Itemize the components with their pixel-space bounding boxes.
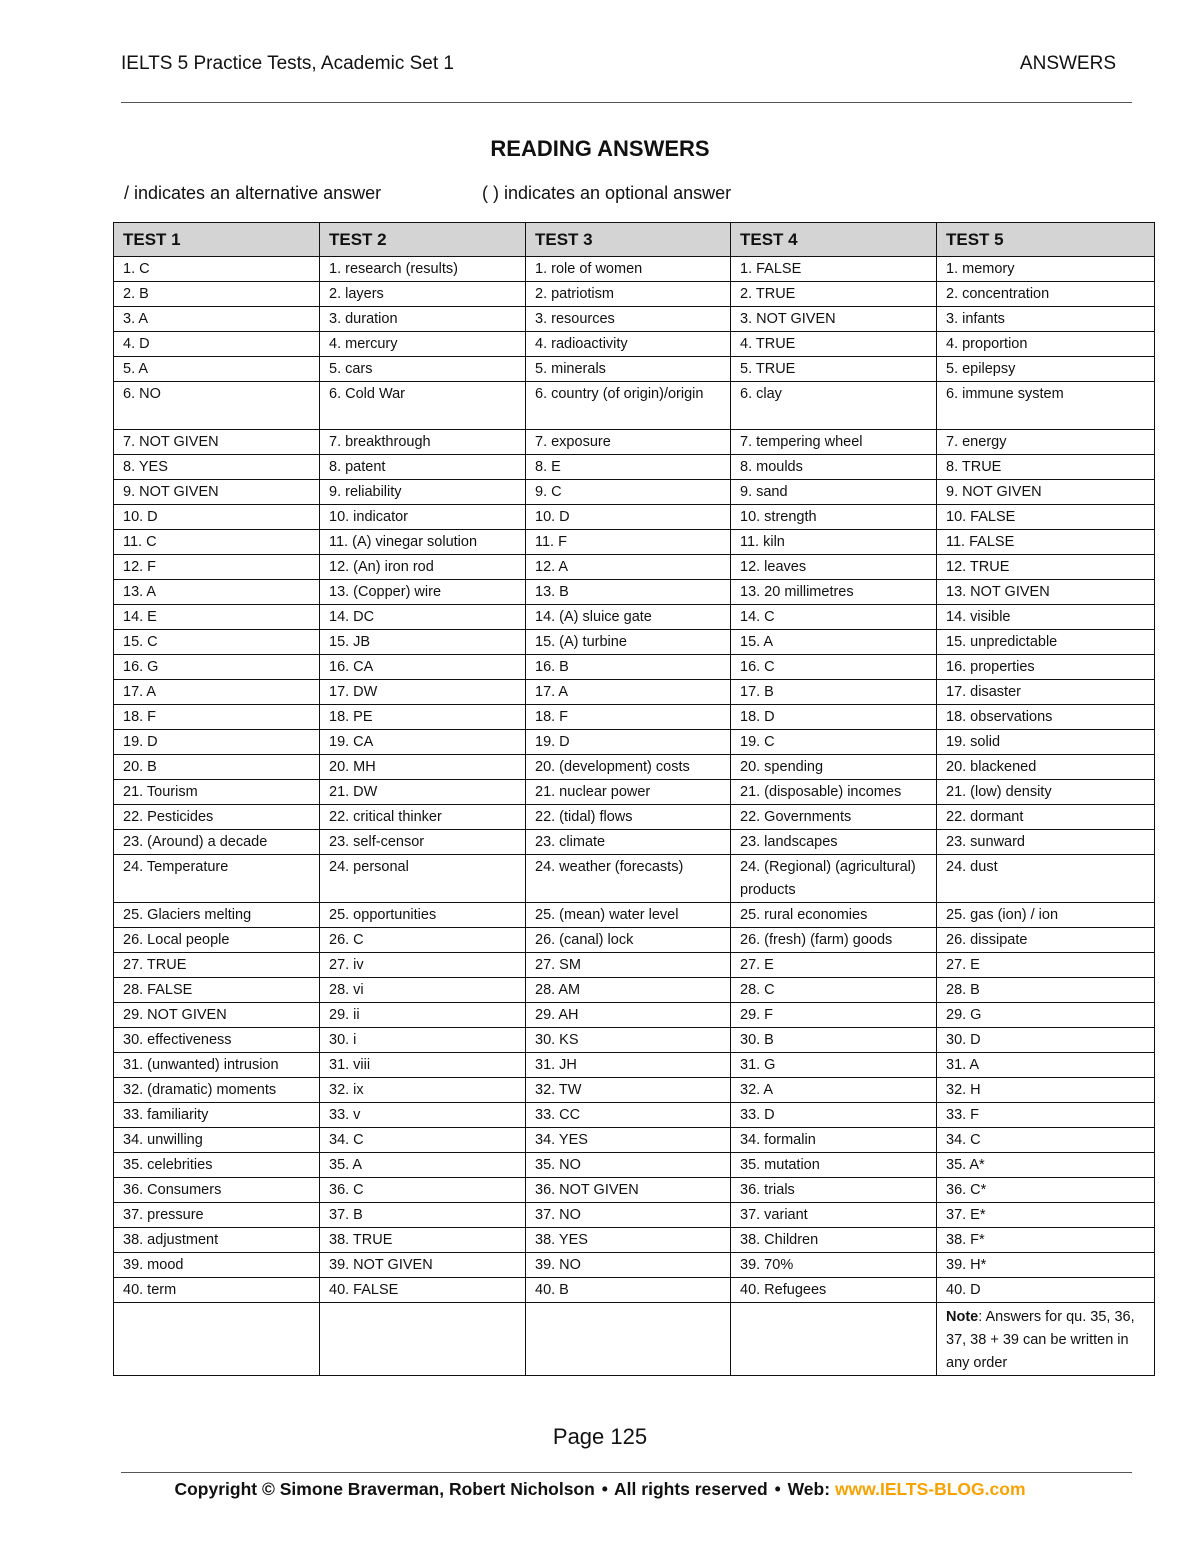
- answer-cell: 13. B: [526, 580, 731, 605]
- answer-cell: 5. cars: [320, 357, 526, 382]
- answer-cell: 20. MH: [320, 755, 526, 780]
- answer-cell: 32. A: [731, 1078, 937, 1103]
- answer-cell: 25. Glaciers melting: [114, 903, 320, 928]
- answer-cell: 34. C: [937, 1128, 1155, 1153]
- answer-cell: 39. mood: [114, 1253, 320, 1278]
- answer-cell: 22. critical thinker: [320, 805, 526, 830]
- column-header: TEST 2: [320, 223, 526, 257]
- answer-cell: 16. B: [526, 655, 731, 680]
- answer-cell: 17. B: [731, 680, 937, 705]
- answer-cell: 17. DW: [320, 680, 526, 705]
- answer-cell: 27. E: [937, 953, 1155, 978]
- answer-cell: 34. unwilling: [114, 1128, 320, 1153]
- table-row: [114, 780, 1155, 805]
- answer-cell: 5. minerals: [526, 357, 731, 382]
- answer-cell: 8. YES: [114, 455, 320, 480]
- note-text: : Answers for qu. 35, 36, 37, 38 + 39 can be written in any order: [946, 1309, 1135, 1371]
- answer-cell: 19. CA: [320, 730, 526, 755]
- answer-cell: 13. 20 millimetres: [731, 580, 937, 605]
- table-row: [114, 1203, 1155, 1228]
- answer-cell: 2. layers: [320, 282, 526, 307]
- answer-cell: 37. NO: [526, 1203, 731, 1228]
- answer-cell: 5. A: [114, 357, 320, 382]
- answer-cell: 37. B: [320, 1203, 526, 1228]
- table-row: [114, 480, 1155, 505]
- answer-cell: 1. FALSE: [731, 257, 937, 282]
- answer-cell: 36. Consumers: [114, 1178, 320, 1203]
- answer-cell: 8. TRUE: [937, 455, 1155, 480]
- answer-cell: 10. indicator: [320, 505, 526, 530]
- answer-cell: 21. DW: [320, 780, 526, 805]
- note-cell: [937, 1303, 1155, 1376]
- answer-cell: 32. (dramatic) moments: [114, 1078, 320, 1103]
- web-label: Web:: [787, 1479, 831, 1499]
- answer-cell: 26. C: [320, 928, 526, 953]
- table-row: [114, 1078, 1155, 1103]
- answer-cell: 27. SM: [526, 953, 731, 978]
- answer-cell: 39. NO: [526, 1253, 731, 1278]
- answer-cell: 40. term: [114, 1278, 320, 1303]
- empty-cell: [526, 1303, 731, 1376]
- column-header: TEST 4: [731, 223, 937, 257]
- answer-cell: 24. (Regional) (agricultural) products: [731, 855, 937, 903]
- answer-cell: 19. D: [526, 730, 731, 755]
- answer-cell: 12. F: [114, 555, 320, 580]
- answer-cell: 4. mercury: [320, 332, 526, 357]
- answer-cell: 26. dissipate: [937, 928, 1155, 953]
- answer-cell: 37. E*: [937, 1203, 1155, 1228]
- answer-cell: 1. role of women: [526, 257, 731, 282]
- answer-cell: 8. moulds: [731, 455, 937, 480]
- answer-cell: 12. A: [526, 555, 731, 580]
- answer-cell: 36. trials: [731, 1178, 937, 1203]
- answer-cell: 4. TRUE: [731, 332, 937, 357]
- answer-cell: 26. Local people: [114, 928, 320, 953]
- answer-cell: 18. observations: [937, 705, 1155, 730]
- answer-cell: 33. familiarity: [114, 1103, 320, 1128]
- answer-cell: 30. B: [731, 1028, 937, 1053]
- answer-cell: 2. patriotism: [526, 282, 731, 307]
- answers-table: [113, 222, 1155, 1376]
- table-row: [114, 307, 1155, 332]
- answer-cell: 16. G: [114, 655, 320, 680]
- rights-text: All rights reserved: [614, 1479, 768, 1499]
- answer-cell: 19. solid: [937, 730, 1155, 755]
- answer-cell: 11. kiln: [731, 530, 937, 555]
- answer-cell: 38. TRUE: [320, 1228, 526, 1253]
- copyright-text: Copyright © Simone Braverman, Robert Nicholson: [174, 1479, 595, 1499]
- answer-cell: 25. (mean) water level: [526, 903, 731, 928]
- answer-cell: 17. disaster: [937, 680, 1155, 705]
- empty-cell: [114, 1303, 320, 1376]
- answer-cell: 2. B: [114, 282, 320, 307]
- answer-cell: 38. YES: [526, 1228, 731, 1253]
- answer-cell: 34. C: [320, 1128, 526, 1153]
- answer-cell: 22. dormant: [937, 805, 1155, 830]
- answer-cell: 10. strength: [731, 505, 937, 530]
- table-row: [114, 705, 1155, 730]
- answer-cell: 13. NOT GIVEN: [937, 580, 1155, 605]
- table-row: [114, 1128, 1155, 1153]
- answer-cell: 14. C: [731, 605, 937, 630]
- answer-cell: 14. (A) sluice gate: [526, 605, 731, 630]
- legend-optional: ( ) indicates an optional answer: [482, 183, 732, 203]
- answer-cell: 28. B: [937, 978, 1155, 1003]
- answer-cell: 15. JB: [320, 630, 526, 655]
- table-row: [114, 1103, 1155, 1128]
- answer-cell: 29. NOT GIVEN: [114, 1003, 320, 1028]
- column-header: TEST 3: [526, 223, 731, 257]
- answer-cell: 23. (Around) a decade: [114, 830, 320, 855]
- table-row: [114, 1228, 1155, 1253]
- answer-cell: 25. gas (ion) / ion: [937, 903, 1155, 928]
- answer-cell: 9. NOT GIVEN: [114, 480, 320, 505]
- answer-cell: 9. sand: [731, 480, 937, 505]
- answer-cell: 29. G: [937, 1003, 1155, 1028]
- answer-cell: 16. C: [731, 655, 937, 680]
- table-row: [114, 730, 1155, 755]
- answer-cell: 1. memory: [937, 257, 1155, 282]
- page-header: [121, 50, 1116, 78]
- answer-cell: 8. patent: [320, 455, 526, 480]
- answer-cell: 38. Children: [731, 1228, 937, 1253]
- answer-cell: 23. landscapes: [731, 830, 937, 855]
- answer-cell: 40. FALSE: [320, 1278, 526, 1303]
- answer-cell: 27. iv: [320, 953, 526, 978]
- answer-cell: 2. concentration: [937, 282, 1155, 307]
- answer-cell: 21. nuclear power: [526, 780, 731, 805]
- answer-cell: 28. AM: [526, 978, 731, 1003]
- answer-cell: 32. ix: [320, 1078, 526, 1103]
- answer-cell: 13. A: [114, 580, 320, 605]
- table-row: [114, 755, 1155, 780]
- answer-cell: 21. (low) density: [937, 780, 1155, 805]
- table-row: [114, 430, 1155, 455]
- answer-cell: 23. sunward: [937, 830, 1155, 855]
- answer-cell: 27. E: [731, 953, 937, 978]
- table-row: [114, 1028, 1155, 1053]
- answer-cell: 17. A: [114, 680, 320, 705]
- table-row: [114, 805, 1155, 830]
- answer-cell: 3. resources: [526, 307, 731, 332]
- answer-cell: 12. (An) iron rod: [320, 555, 526, 580]
- table-row: [114, 382, 1155, 430]
- answer-cell: 19. D: [114, 730, 320, 755]
- answer-cell: 22. (tidal) flows: [526, 805, 731, 830]
- answer-cell: 14. visible: [937, 605, 1155, 630]
- answer-cell: 18. PE: [320, 705, 526, 730]
- table-row: [114, 530, 1155, 555]
- table-row: [114, 680, 1155, 705]
- table-row: [114, 1003, 1155, 1028]
- answer-cell: 33. F: [937, 1103, 1155, 1128]
- answer-cell: 9. C: [526, 480, 731, 505]
- answer-cell: 40. D: [937, 1278, 1155, 1303]
- answer-cell: 15. A: [731, 630, 937, 655]
- answer-cell: 35. A*: [937, 1153, 1155, 1178]
- answer-cell: 35. NO: [526, 1153, 731, 1178]
- answer-cell: 21. (disposable) incomes: [731, 780, 937, 805]
- answer-cell: 21. Tourism: [114, 780, 320, 805]
- table-row: [114, 1278, 1155, 1303]
- answer-cell: 6. NO: [114, 382, 320, 430]
- answer-cell: 6. country (of origin)/origin: [526, 382, 731, 430]
- answer-cell: 35. celebrities: [114, 1153, 320, 1178]
- answer-cell: 9. reliability: [320, 480, 526, 505]
- table-row: [114, 953, 1155, 978]
- column-header: TEST 1: [114, 223, 320, 257]
- answer-cell: 31. viii: [320, 1053, 526, 1078]
- table-row: [114, 928, 1155, 953]
- answer-cell: 29. AH: [526, 1003, 731, 1028]
- answer-cell: 17. A: [526, 680, 731, 705]
- answer-cell: 24. Temperature: [114, 855, 320, 903]
- answer-cell: 29. ii: [320, 1003, 526, 1028]
- header-divider: [121, 102, 1132, 103]
- answer-cell: 40. B: [526, 1278, 731, 1303]
- answer-cell: 30. KS: [526, 1028, 731, 1053]
- answer-cell: 39. 70%: [731, 1253, 937, 1278]
- note-label: Note: [946, 1309, 979, 1325]
- answer-cell: 10. D: [114, 505, 320, 530]
- answer-cell: 25. rural economies: [731, 903, 937, 928]
- answer-cell: 1. research (results): [320, 257, 526, 282]
- answer-cell: 29. F: [731, 1003, 937, 1028]
- table-row: [114, 257, 1155, 282]
- answer-cell: 32. H: [937, 1078, 1155, 1103]
- answer-cell: 30. i: [320, 1028, 526, 1053]
- answer-cell: 18. F: [526, 705, 731, 730]
- answer-cell: 34. YES: [526, 1128, 731, 1153]
- table-row: [114, 605, 1155, 630]
- answer-cell: 5. epilepsy: [937, 357, 1155, 382]
- table-row: [114, 903, 1155, 928]
- table-row: [114, 855, 1155, 903]
- answer-cell: 22. Pesticides: [114, 805, 320, 830]
- answer-cell: 7. breakthrough: [320, 430, 526, 455]
- answer-cell: 20. spending: [731, 755, 937, 780]
- answer-cell: 7. NOT GIVEN: [114, 430, 320, 455]
- answer-cell: 35. A: [320, 1153, 526, 1178]
- table-row: [114, 555, 1155, 580]
- answer-cell: 19. C: [731, 730, 937, 755]
- legend-alternative: / indicates an alternative answer: [124, 183, 382, 203]
- answer-cell: 11. C: [114, 530, 320, 555]
- table-row: [114, 505, 1155, 530]
- answer-cell: 15. C: [114, 630, 320, 655]
- answer-cell: 31. G: [731, 1053, 937, 1078]
- answer-cell: 30. D: [937, 1028, 1155, 1053]
- column-header: TEST 5: [937, 223, 1155, 257]
- answer-cell: 28. C: [731, 978, 937, 1003]
- answer-cell: 33. CC: [526, 1103, 731, 1128]
- table-row: [114, 630, 1155, 655]
- table-row: [114, 1253, 1155, 1278]
- answer-cell: 3. NOT GIVEN: [731, 307, 937, 332]
- answer-cell: 4. D: [114, 332, 320, 357]
- answer-cell: 18. D: [731, 705, 937, 730]
- answer-cell: 11. (A) vinegar solution: [320, 530, 526, 555]
- answer-cell: 26. (canal) lock: [526, 928, 731, 953]
- page-footer: [0, 1479, 1200, 1500]
- answer-cell: 39. NOT GIVEN: [320, 1253, 526, 1278]
- table-body: [114, 257, 1155, 1376]
- answer-cell: 9. NOT GIVEN: [937, 480, 1155, 505]
- answer-cell: 36. C: [320, 1178, 526, 1203]
- page-title: READING ANSWERS: [490, 136, 710, 161]
- answer-cell: 28. vi: [320, 978, 526, 1003]
- answer-cell: 15. (A) turbine: [526, 630, 731, 655]
- answer-cell: 38. F*: [937, 1228, 1155, 1253]
- table-row: [114, 357, 1155, 382]
- answer-cell: 38. adjustment: [114, 1228, 320, 1253]
- answer-cell: 35. mutation: [731, 1153, 937, 1178]
- note-row: [114, 1303, 1155, 1376]
- answer-cell: 24. personal: [320, 855, 526, 903]
- answer-cell: 31. (unwanted) intrusion: [114, 1053, 320, 1078]
- answer-cell: 24. weather (forecasts): [526, 855, 731, 903]
- answer-cell: 33. D: [731, 1103, 937, 1128]
- table-row: [114, 830, 1155, 855]
- answer-cell: 3. A: [114, 307, 320, 332]
- page-number: Page 125: [552, 1424, 648, 1449]
- answer-cell: 31. A: [937, 1053, 1155, 1078]
- answer-cell: 1. C: [114, 257, 320, 282]
- table-row: [114, 655, 1155, 680]
- answer-cell: 20. blackened: [937, 755, 1155, 780]
- answer-cell: 3. infants: [937, 307, 1155, 332]
- answer-cell: 36. NOT GIVEN: [526, 1178, 731, 1203]
- answer-cell: 20. (development) costs: [526, 755, 731, 780]
- answer-cell: 12. leaves: [731, 555, 937, 580]
- answer-cell: 28. FALSE: [114, 978, 320, 1003]
- answer-cell: 7. tempering wheel: [731, 430, 937, 455]
- table-row: [114, 455, 1155, 480]
- answer-cell: 7. exposure: [526, 430, 731, 455]
- answer-cell: 12. TRUE: [937, 555, 1155, 580]
- answer-cell: 16. properties: [937, 655, 1155, 680]
- answer-cell: 39. H*: [937, 1253, 1155, 1278]
- answer-cell: 37. variant: [731, 1203, 937, 1228]
- empty-cell: [731, 1303, 937, 1376]
- answer-cell: 6. immune system: [937, 382, 1155, 430]
- answer-cell: 31. JH: [526, 1053, 731, 1078]
- answer-cell: 11. FALSE: [937, 530, 1155, 555]
- table-row: [114, 282, 1155, 307]
- footer-separator: •: [601, 1479, 608, 1499]
- answer-cell: 11. F: [526, 530, 731, 555]
- answer-cell: 3. duration: [320, 307, 526, 332]
- table-row: [114, 332, 1155, 357]
- empty-cell: [320, 1303, 526, 1376]
- answer-cell: 27. TRUE: [114, 953, 320, 978]
- section-label: ANSWERS: [1019, 53, 1116, 74]
- answer-cell: 23. self-censor: [320, 830, 526, 855]
- table-header-row: [114, 223, 1155, 257]
- answer-cell: 4. proportion: [937, 332, 1155, 357]
- book-title: IELTS 5 Practice Tests, Academic Set 1: [121, 53, 455, 74]
- answer-cell: 22. Governments: [731, 805, 937, 830]
- answer-cell: 32. TW: [526, 1078, 731, 1103]
- table-row: [114, 978, 1155, 1003]
- answer-cell: 40. Refugees: [731, 1278, 937, 1303]
- table-row: [114, 1053, 1155, 1078]
- answer-cell: 23. climate: [526, 830, 731, 855]
- answer-cell: 10. FALSE: [937, 505, 1155, 530]
- answer-cell: 15. unpredictable: [937, 630, 1155, 655]
- answer-cell: 25. opportunities: [320, 903, 526, 928]
- answer-cell: 30. effectiveness: [114, 1028, 320, 1053]
- answer-cell: 13. (Copper) wire: [320, 580, 526, 605]
- answer-cell: 4. radioactivity: [526, 332, 731, 357]
- answer-cell: 10. D: [526, 505, 731, 530]
- footer-divider: [121, 1472, 1132, 1473]
- answer-cell: 26. (fresh) (farm) goods: [731, 928, 937, 953]
- answer-cell: 6. clay: [731, 382, 937, 430]
- footer-separator: •: [774, 1479, 781, 1499]
- answer-cell: 20. B: [114, 755, 320, 780]
- answer-cell: 16. CA: [320, 655, 526, 680]
- table-row: [114, 1178, 1155, 1203]
- answer-cell: 8. E: [526, 455, 731, 480]
- answer-cell: 18. F: [114, 705, 320, 730]
- answer-cell: 7. energy: [937, 430, 1155, 455]
- answer-cell: 14. E: [114, 605, 320, 630]
- website-link[interactable]: www.IELTS-BLOG.com: [834, 1479, 1026, 1499]
- answer-cell: 37. pressure: [114, 1203, 320, 1228]
- answer-cell: 2. TRUE: [731, 282, 937, 307]
- answer-cell: 6. Cold War: [320, 382, 526, 430]
- answer-cell: 14. DC: [320, 605, 526, 630]
- answer-cell: 24. dust: [937, 855, 1155, 903]
- answer-cell: 33. v: [320, 1103, 526, 1128]
- table-row: [114, 1153, 1155, 1178]
- table-row: [114, 580, 1155, 605]
- answer-cell: 5. TRUE: [731, 357, 937, 382]
- answer-cell: 34. formalin: [731, 1128, 937, 1153]
- answer-cell: 36. C*: [937, 1178, 1155, 1203]
